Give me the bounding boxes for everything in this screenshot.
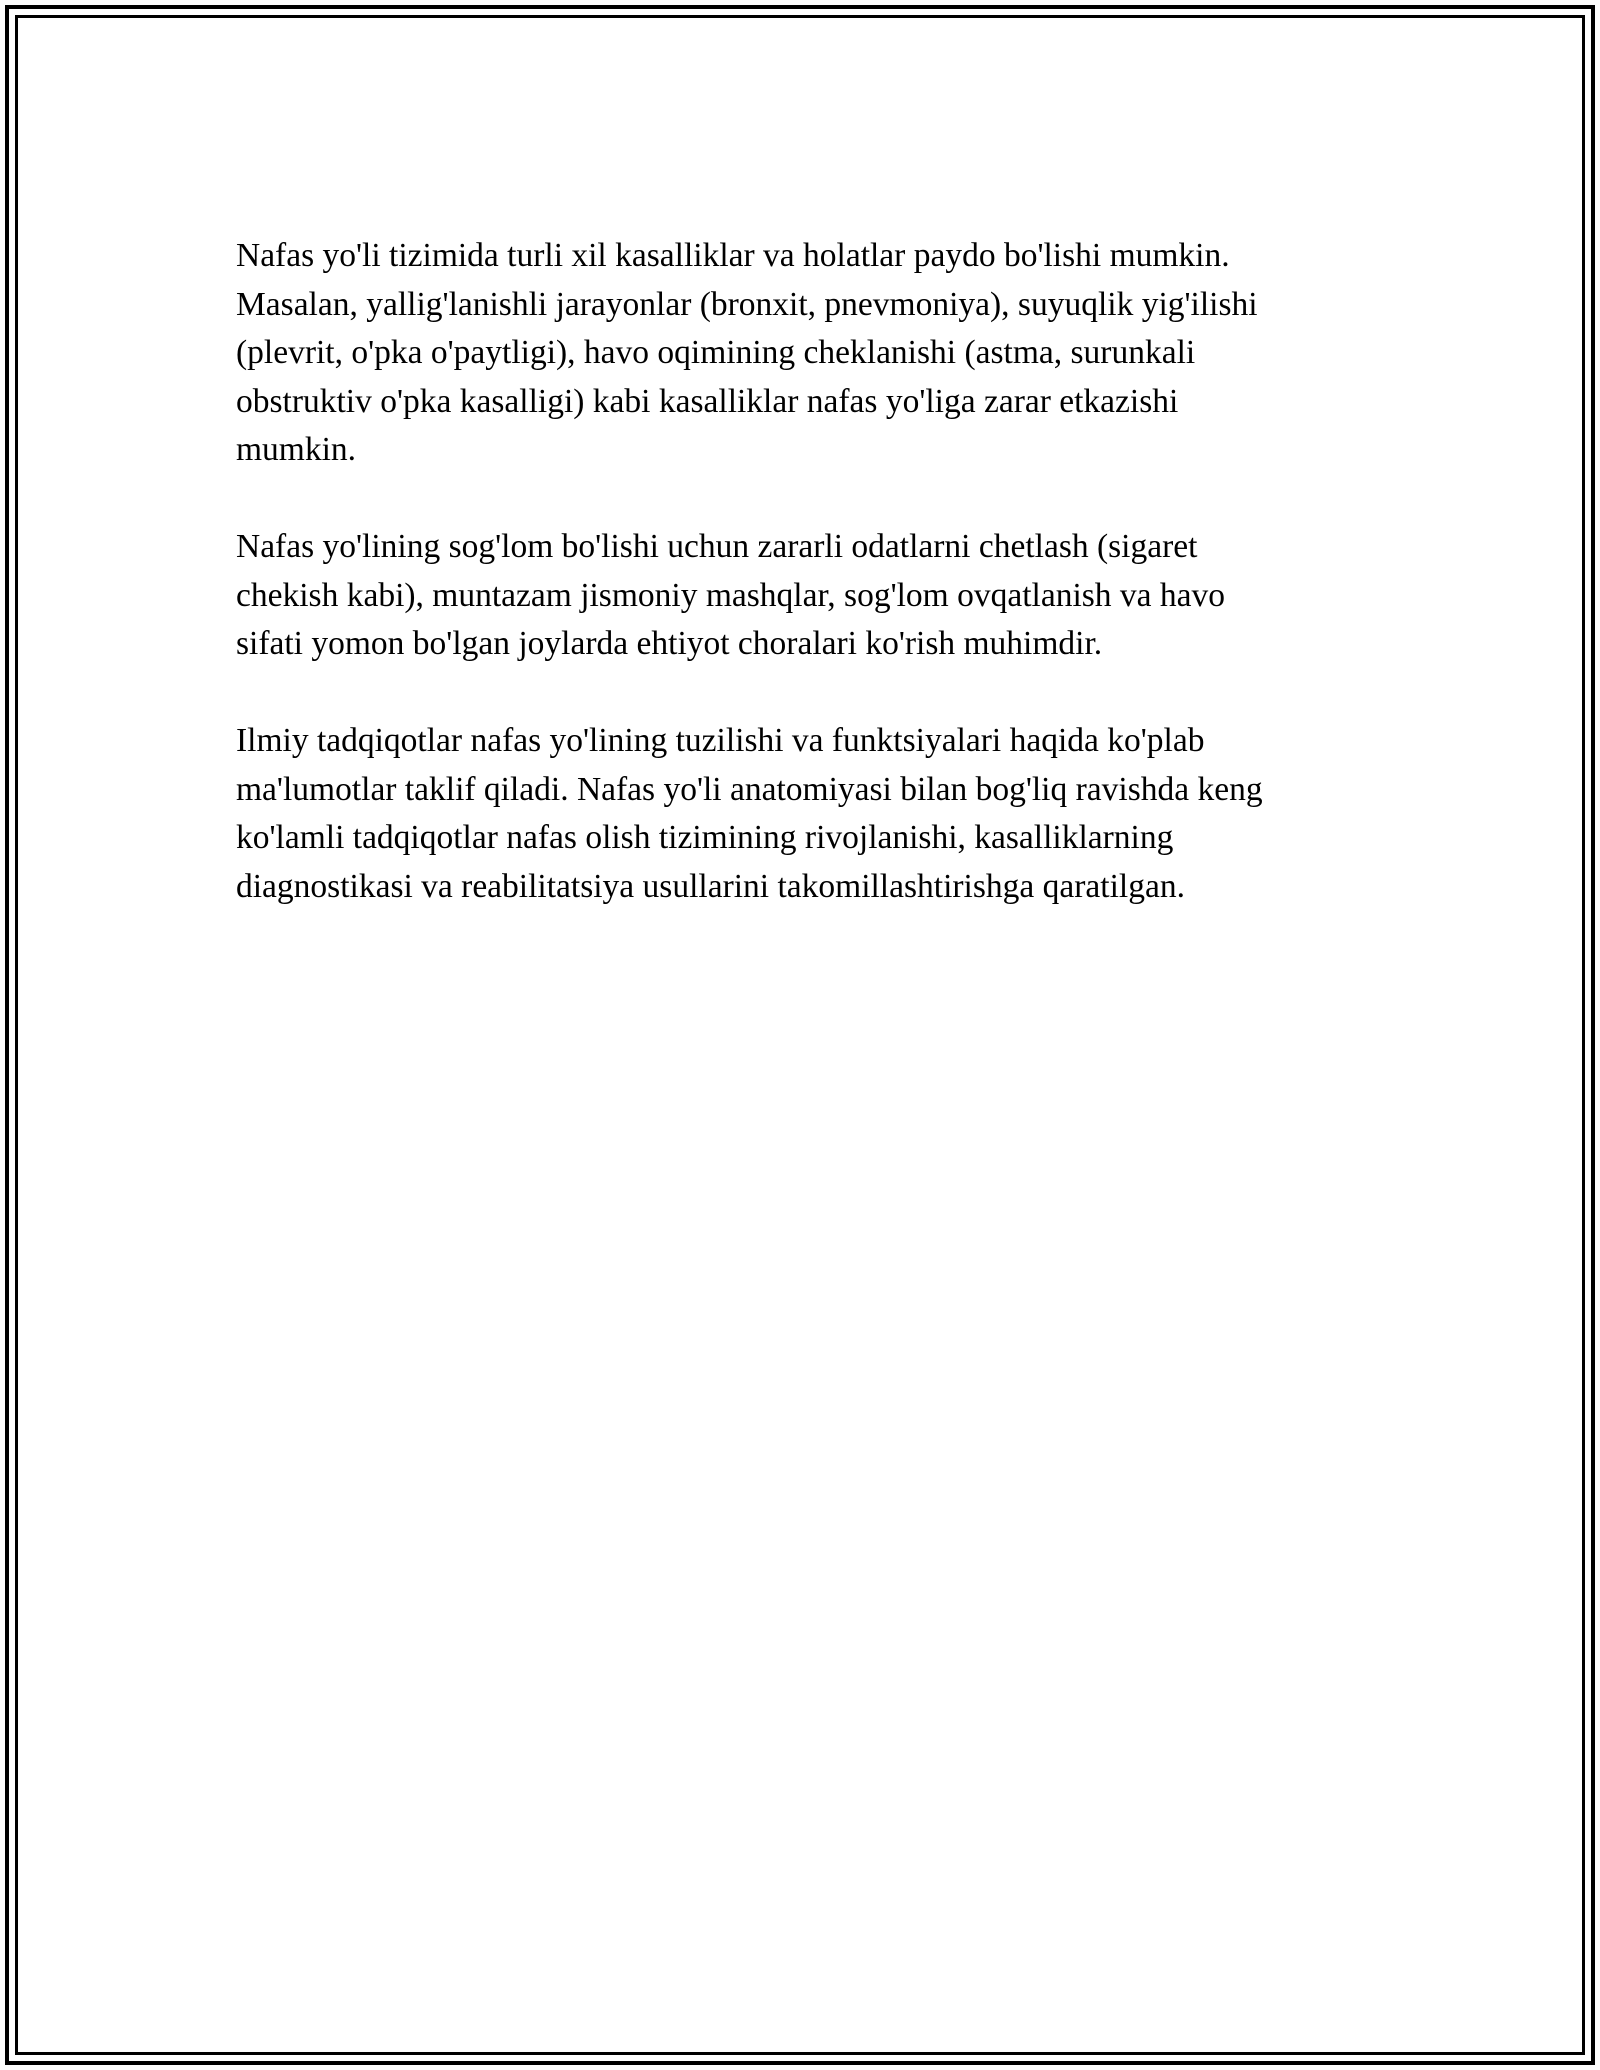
document-body	[236, 232, 1376, 960]
paragraph-prevention: Nafas yo'lining sog'lom bo'lishi uchun zararli odatlarni chetlash (sigaret chekish kabi), muntazam jismoniy mashqlar, sog'lom ovqatlanish va havo sifati yomon bo'lgan joylarda ehtiyot choralari ko'rish muhimdir.	[236, 528, 1226, 662]
paragraph-diseases: Nafas yo'li tizimida turli xil kasalliklar va holatlar paydo bo'lishi mumkin. Masalan, yallig'lanishli jarayonlar (bronxit, pnevmoniya), suyuqlik yig'ilishi (plevrit, o'pka o'paytligi), havo oqimining cheklanishi (astma, surunkali obstruktiv o'pka kasalligi) kabi kasalliklar nafas yo'liga zarar etkazishi mumkin.	[236, 237, 1258, 468]
paragraph-research: Ilmiy tadqiqotlar nafas yo'lining tuzilishi va funktsiyalari haqida ko'plab ma'lumotlar taklif qiladi. Nafas yo'li anatomiyasi bilan bog'liq ravishda keng ko'lamli tadqiqotlar nafas olish tizimining rivojlanishi, kasalliklarning diagnostikasi va reabilitatsiya usullarini takomillashtirishga qaratilgan.	[236, 722, 1263, 905]
